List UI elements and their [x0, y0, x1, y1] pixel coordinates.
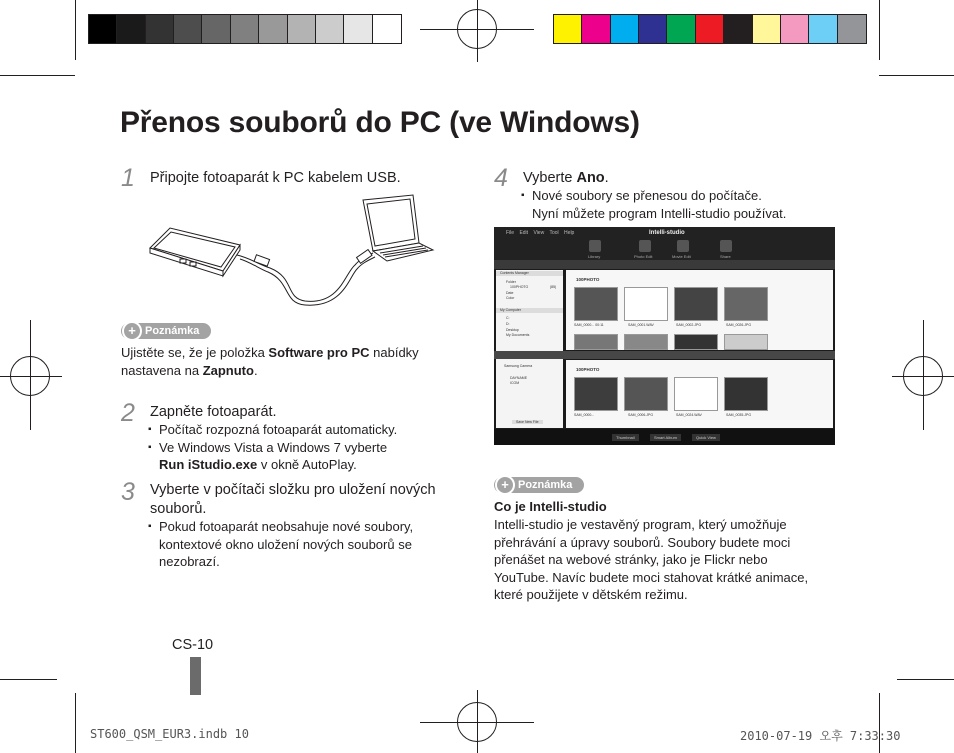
thumbnail-pane-top [566, 270, 833, 350]
laptop-icon [363, 195, 433, 261]
note-text-part: nabídky [369, 345, 419, 360]
step-4-text-bold: Ano [576, 170, 605, 186]
app-menu: File Edit View Tool Help [506, 230, 575, 236]
sidebar-item: DAYNAME [510, 376, 528, 380]
page-number: CS-10 [172, 637, 214, 653]
gray-swatch [89, 15, 117, 43]
crop-mark [879, 75, 954, 76]
footer-timestamp: 2010-07-19 오후 7:33:30 [740, 729, 901, 743]
note-label: Poznámka [518, 479, 573, 491]
gray-swatch [373, 15, 401, 43]
step-1-number: 1 [121, 164, 135, 192]
sidebar-item: Date [506, 291, 514, 295]
sidebar-item: ICOM [510, 381, 520, 385]
folder-title: 100PHOTO [576, 367, 600, 372]
page-title: Přenos souborů do PC (ve Windows) [120, 106, 640, 139]
step-1-text: Připojte fotoaparát k PC kabelem USB. [150, 170, 401, 186]
color-calibration-bar [553, 14, 867, 44]
sidebar-item: D: [506, 322, 510, 326]
page-tab-marker [190, 657, 201, 695]
bullet-text: kontextové okno uložení nových souborů se [159, 536, 412, 552]
thumbnail [624, 377, 668, 411]
sidebar-panel [496, 270, 563, 428]
toolbar-label: Movie Edit [672, 254, 691, 259]
share-icon [720, 240, 732, 252]
thumbnail-caption: SAM_0000... 00:11 [574, 323, 604, 327]
thumbnail [724, 287, 768, 321]
thumbnail-caption: SAM_0006.JPG [628, 413, 654, 417]
usb-cable-icon [237, 250, 375, 306]
color-swatch [753, 15, 781, 43]
step-3-bullets [148, 518, 458, 571]
note-line: přenášet na webové stránky, jako je Flickr nebo [494, 552, 768, 567]
note-line: Intelli-studio je vestavěný program, který umožňuje [494, 517, 787, 532]
library-icon [589, 240, 601, 252]
step-2-bullets [148, 421, 448, 474]
note-text-part: . [253, 362, 258, 378]
panel-divider [494, 351, 835, 359]
color-swatch [696, 15, 724, 43]
note-label: Poznámka [145, 325, 200, 337]
gray-swatch [146, 15, 174, 43]
registration-circle [10, 356, 50, 396]
color-swatch [611, 15, 639, 43]
save-new-file-button: Save New File [512, 420, 543, 424]
intelli-studio-screenshot [494, 227, 835, 445]
camera-usb-laptop-illustration [145, 193, 435, 308]
bullet-text: v okně AutoPlay. [257, 457, 357, 472]
gray-swatch [344, 15, 372, 43]
thumbnail [724, 334, 768, 350]
thumbnail [674, 377, 718, 411]
crop-mark [75, 0, 76, 60]
plus-icon: + [122, 321, 142, 341]
note-text-part: Ujistěte se, že je položka [121, 345, 269, 360]
thumbnail [624, 334, 668, 350]
note-heading: Co je Intelli-studio [494, 499, 607, 514]
grayscale-calibration-bar [88, 14, 402, 44]
list-item: ▪ Počítač rozpozná fotoaparát automaticky. [148, 421, 448, 439]
bullet-text: nezobrazí. [159, 554, 220, 569]
step-4-text-part: . [604, 170, 609, 186]
step-4-text [523, 169, 609, 188]
sidebar-item: Folder [506, 280, 516, 284]
color-swatch [838, 15, 866, 43]
bullet-text: Nyní můžete program Intelli-studio používat. [532, 205, 787, 221]
movie-edit-icon [677, 240, 689, 252]
gray-swatch [174, 15, 202, 43]
gray-swatch [288, 15, 316, 43]
note-badge [121, 323, 211, 339]
registration-circle [457, 702, 497, 742]
sidebar-item-count: (85) [550, 285, 557, 289]
gray-swatch [202, 15, 230, 43]
footer-filename: ST600_QSM_EUR3.indb 10 [90, 727, 249, 741]
color-swatch [809, 15, 837, 43]
registration-circle [903, 356, 943, 396]
thumbnail-pane-bottom [566, 360, 833, 428]
crop-mark [0, 679, 57, 680]
note-text-bold: Zapnuto [202, 362, 254, 378]
thumbnail [574, 334, 618, 350]
note-text [121, 344, 441, 379]
thumbnail [674, 287, 718, 321]
color-swatch [582, 15, 610, 43]
note-badge [494, 477, 584, 493]
folder-title: 100PHOTO [576, 277, 600, 282]
note-body [494, 516, 834, 604]
crop-mark [75, 693, 76, 753]
thumbnail [674, 334, 718, 350]
registration-circle [457, 9, 497, 49]
toolbar-label: Library [588, 254, 601, 259]
gray-swatch [231, 15, 259, 43]
bullet-text: Pokud fotoaparát neobsahuje nové soubory, [159, 519, 414, 534]
list-item [148, 518, 458, 571]
list-item [521, 187, 841, 222]
thumbnail [574, 287, 618, 321]
note-text-bold: Software pro PC [268, 345, 370, 360]
step-2-text: Zapněte fotoaparát. [150, 404, 277, 420]
thumbnail-caption: SAM_0026.JPG [726, 323, 752, 327]
color-swatch [667, 15, 695, 43]
sidebar-item: Desktop [506, 328, 519, 332]
bullet-text: Nové soubory se přenesou do počítače. [532, 188, 762, 203]
crop-mark [0, 75, 75, 76]
toolbar-label: Photo Edit [634, 254, 653, 259]
note-line: přehrávání a úpravy souborů. Soubory budete moci [494, 534, 791, 550]
step-3-line: Vyberte v počítači složku pro uložení nových [150, 482, 436, 498]
crop-mark [897, 679, 954, 680]
crop-mark [879, 693, 880, 753]
step-3-line: souborů. [150, 501, 207, 517]
color-swatch [781, 15, 809, 43]
thumbnail [624, 287, 668, 321]
sidebar-header: My Computer [496, 308, 563, 313]
bullet-bold: Run iStudio.exe [159, 457, 258, 472]
thumbnail-caption: SAM_0000... [574, 413, 595, 417]
gray-swatch [117, 15, 145, 43]
quick-view-button: Quick View [692, 434, 720, 441]
camera-icon [150, 228, 240, 276]
step-3-text [150, 481, 460, 519]
list-item [148, 439, 448, 474]
thumbnail-caption: SAM_0002.JPG [676, 323, 702, 327]
crop-mark [879, 0, 880, 60]
sidebar-item: Samsung Camera [504, 364, 533, 368]
thumbnail-caption: SAM_0024.WAV [676, 413, 702, 417]
step-4-text-part: Vyberte [523, 170, 577, 186]
bullet-text: Ve Windows Vista a Windows 7 vyberte [159, 439, 388, 455]
sidebar-item: C: [506, 316, 510, 320]
toolbar-label: Share [720, 254, 731, 259]
app-toolbar [494, 227, 835, 260]
step-3-number: 3 [121, 478, 135, 506]
note-line: které použijete v dětském režimu. [494, 587, 688, 602]
tool-strip [494, 260, 835, 269]
thumbnail-caption: SAM_0035.JPG [726, 413, 752, 417]
smart-album-button: Smart Album [650, 434, 681, 441]
color-swatch [639, 15, 667, 43]
step-2-number: 2 [121, 399, 135, 427]
note-line: YouTube. Navíc budete moci stahovat krátké animace, [494, 569, 809, 585]
sidebar-item: Color [506, 296, 515, 300]
thumbnail-view-button: Thumbnail [612, 434, 639, 441]
gray-swatch [316, 15, 344, 43]
view-mode-bar [494, 429, 835, 445]
thumbnail [724, 377, 768, 411]
step-4-bullets [521, 187, 841, 222]
step-4-number: 4 [494, 164, 508, 192]
gray-swatch [259, 15, 287, 43]
note-text-part: nastavena na [121, 362, 203, 378]
plus-icon: + [495, 475, 515, 495]
sidebar-header: Contents Manager [496, 271, 563, 276]
app-title: Intelli-studio [649, 230, 685, 236]
sidebar-item: My Documents [506, 333, 530, 337]
sidebar-item: 100PHOTO [510, 285, 529, 289]
color-swatch [724, 15, 752, 43]
color-swatch [554, 15, 582, 43]
thumbnail-caption: SAM_0001.WAV [628, 323, 654, 327]
photo-edit-icon [639, 240, 651, 252]
thumbnail [574, 377, 618, 411]
